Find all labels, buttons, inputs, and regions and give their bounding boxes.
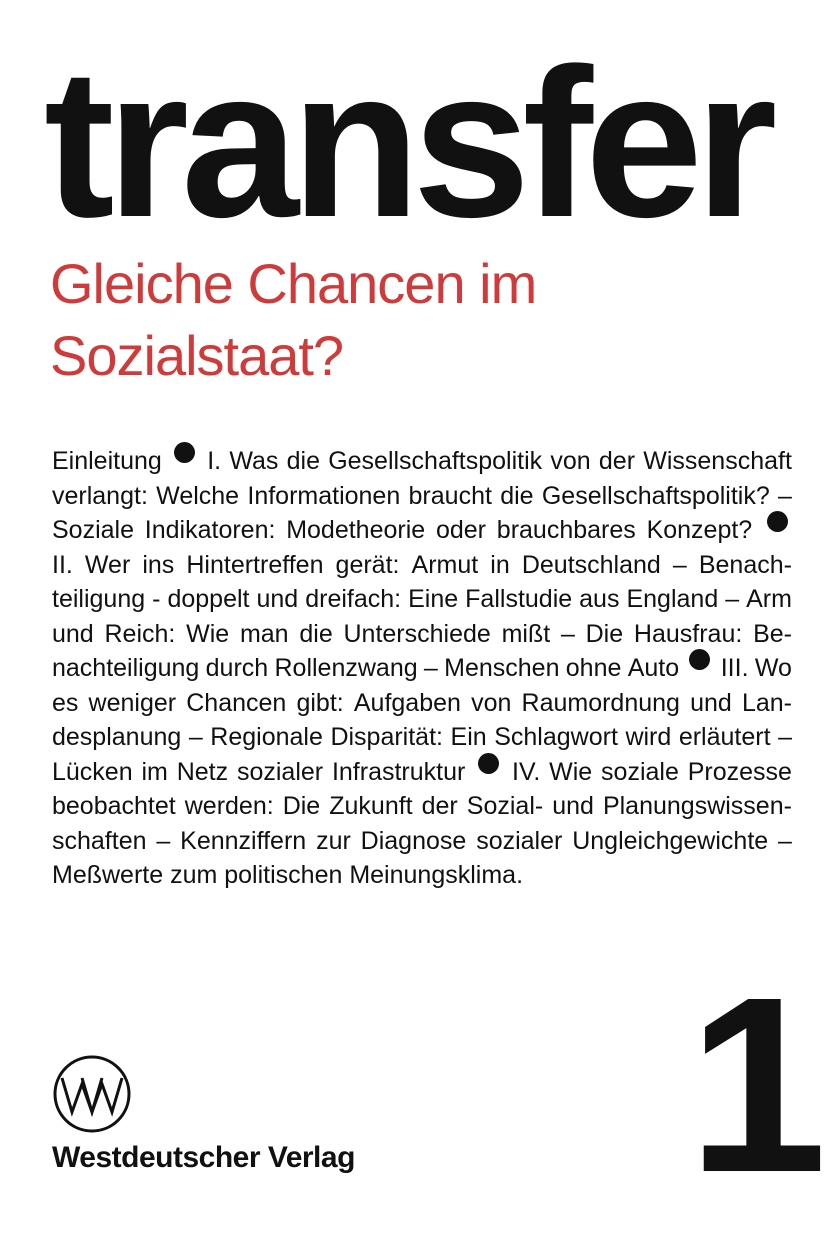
contents-text: ohne <box>565 654 622 682</box>
contents-text: Disparität: <box>330 723 443 751</box>
contents-text: Infrastruktur <box>331 757 466 786</box>
bullet-icon <box>478 753 499 774</box>
contents-text: Arm <box>746 585 792 613</box>
contents-text: Be- <box>753 619 792 648</box>
contents-text: Sozial- <box>466 792 544 820</box>
contents-text: die <box>500 481 534 510</box>
contents-text: Meßwerte zum politischen Meinungsklima. <box>52 861 524 889</box>
contents-line <box>52 858 792 893</box>
contents-line <box>52 686 792 721</box>
contents-text: Netz <box>176 757 229 786</box>
contents-text: Lan- <box>741 688 792 717</box>
contents-text: werden: <box>184 792 274 820</box>
contents-text: Einleitung <box>52 447 162 475</box>
contents-line <box>52 789 792 824</box>
contents-text: Schlagwort <box>494 723 618 751</box>
contents-text: – <box>778 826 792 855</box>
contents-text: Raumordnung <box>521 688 680 717</box>
contents-text: IV. <box>512 757 541 786</box>
contents-text: Indikatoren: <box>144 516 276 544</box>
contents-text: durch <box>205 654 269 682</box>
contents-text: die <box>286 447 320 475</box>
contents-text: Wissenschaft <box>643 447 792 475</box>
contents-text: Gesellschaftspolitik? <box>541 481 770 510</box>
contents-text: schaften <box>52 826 147 855</box>
contents-text: – <box>725 585 740 613</box>
contents-text: – <box>778 723 792 751</box>
contents-text: zur <box>316 826 351 855</box>
contents-text: Hintertreffen <box>186 550 324 579</box>
contents-text: Eine <box>408 585 459 613</box>
contents-text: Reich: <box>104 619 176 648</box>
contents-line <box>52 617 792 652</box>
contents-text: gerät: <box>335 550 400 579</box>
contents-text: Informationen <box>247 481 401 510</box>
contents-text: und <box>552 792 594 820</box>
contents-text: – <box>778 481 792 510</box>
contents-text: Gesellschaftspolitik <box>328 447 543 475</box>
contents-line <box>52 720 792 755</box>
contents-text: Zukunft <box>329 792 413 820</box>
contents-text: Konzept? <box>646 516 753 544</box>
contents-text: Planungswissen- <box>602 792 792 820</box>
contents-text: – <box>188 723 203 751</box>
contents-text: brauchbares <box>496 516 636 544</box>
contents-text: Aufgaben <box>353 688 461 717</box>
contents-text: und <box>52 619 94 648</box>
contents-text: von <box>471 688 512 717</box>
contents-text: man <box>239 619 289 648</box>
contents-text: ins <box>142 550 175 579</box>
contents-text: Benach- <box>698 550 792 579</box>
contents-text: doppelt <box>167 585 250 613</box>
contents-text: braucht <box>408 481 492 510</box>
contents-line <box>52 444 792 479</box>
contents-text: Rollenzwang <box>274 654 418 682</box>
contents-text: sozialer <box>236 757 324 786</box>
issue-number: 1 <box>688 945 827 1224</box>
table-of-contents <box>52 444 792 893</box>
subtitle <box>50 248 770 392</box>
subtitle-line: Gleiche Chancen im <box>50 252 537 315</box>
contents-text: gibt: <box>296 688 344 717</box>
contents-line <box>52 548 792 583</box>
contents-text: Lücken <box>52 757 133 786</box>
contents-text: Unterschiede <box>343 619 491 648</box>
contents-text: Prozesse <box>687 757 792 786</box>
contents-text: Deutschland <box>521 550 661 579</box>
contents-text: Ungleichgewichte <box>572 826 769 855</box>
contents-text: es <box>52 688 79 717</box>
contents-text: die <box>299 619 333 648</box>
bullet-icon <box>174 442 195 463</box>
contents-text: – <box>423 654 438 682</box>
contents-text: der <box>421 792 458 820</box>
contents-text: weniger <box>88 688 177 717</box>
contents-line <box>52 824 792 859</box>
contents-text: III. <box>720 654 749 682</box>
contents-text: teiligung <box>52 585 146 613</box>
contents-text: Armut <box>411 550 479 579</box>
contents-text: mißt <box>501 619 551 648</box>
contents-line <box>52 479 792 514</box>
contents-text: verlangt: <box>52 481 148 510</box>
contents-text: Wie <box>549 757 593 786</box>
ww-circle-logo-icon <box>52 1054 132 1134</box>
contents-text: aus <box>579 585 620 613</box>
series-title: transfer <box>44 24 770 261</box>
contents-text: Menschen <box>444 654 560 682</box>
subtitle-line: Sozialstaat? <box>50 324 344 387</box>
contents-text: in <box>490 550 510 579</box>
contents-text: dreifach: <box>305 585 402 613</box>
contents-text: Wer <box>84 550 131 579</box>
contents-text: Fallstudie <box>465 585 573 613</box>
contents-text: Die <box>282 792 321 820</box>
publisher-name: Westdeutscher Verlag <box>52 1141 355 1174</box>
contents-text: Auto <box>627 654 680 682</box>
contents-text: erläutert <box>678 723 771 751</box>
contents-text: Wo <box>754 654 792 682</box>
contents-text: II. <box>52 550 73 579</box>
contents-text: im <box>141 757 168 786</box>
contents-text: – <box>156 826 171 855</box>
contents-line <box>52 513 792 548</box>
contents-text: nachteiligung <box>52 654 200 682</box>
contents-text: oder <box>435 516 487 544</box>
contents-text: Ein <box>450 723 487 751</box>
contents-text: Chancen <box>186 688 287 717</box>
contents-line <box>52 755 792 790</box>
contents-text: wird <box>625 723 672 751</box>
contents-text: soziale <box>601 757 679 786</box>
contents-text: – <box>672 550 687 579</box>
bullet-icon <box>689 649 710 670</box>
contents-text: England <box>626 585 719 613</box>
bullet-icon <box>767 511 788 532</box>
contents-text: der <box>598 447 636 475</box>
contents-text: Was <box>229 447 279 475</box>
contents-text: Kennziffern <box>180 826 307 855</box>
contents-text: - <box>152 585 161 613</box>
contents-text: Wie <box>186 619 230 648</box>
contents-text: beobachtet <box>52 792 176 820</box>
contents-text: desplanung <box>52 723 182 751</box>
contents-text: von <box>550 447 591 475</box>
contents-text: Diagnose <box>360 826 467 855</box>
contents-text: Die <box>585 619 624 648</box>
contents-text: Regionale <box>210 723 323 751</box>
contents-text: I. <box>207 447 222 475</box>
contents-text: Soziale <box>52 516 134 544</box>
contents-line <box>52 651 792 686</box>
contents-text: und <box>256 585 299 613</box>
contents-text: und <box>690 688 732 717</box>
contents-line <box>52 582 792 617</box>
contents-text: – <box>560 619 575 648</box>
contents-text: Modetheorie <box>286 516 426 544</box>
contents-text: Hausfrau: <box>633 619 743 648</box>
contents-text: sozialer <box>476 826 563 855</box>
contents-text: Welche <box>156 481 240 510</box>
